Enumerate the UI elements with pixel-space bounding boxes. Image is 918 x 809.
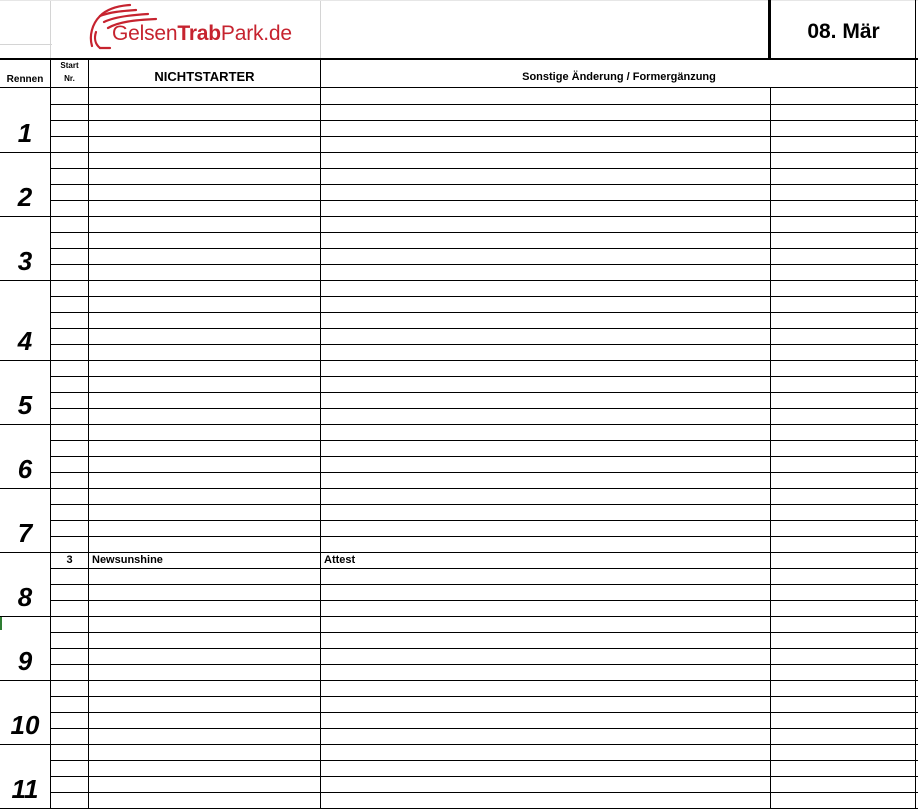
row-line: [50, 600, 918, 601]
race-block-border: [0, 680, 918, 681]
entry-start-nr: 3: [66, 554, 73, 566]
row-line: [50, 408, 918, 409]
row-line: [50, 728, 918, 729]
table-right-border: [915, 0, 916, 808]
row-line: [50, 168, 918, 169]
race-number: 3: [17, 246, 33, 276]
col-header-rennen: Rennen: [6, 74, 44, 85]
race-number: 4: [17, 326, 33, 356]
row-line: [50, 376, 918, 377]
race-block-border: [0, 152, 918, 153]
row-line: [50, 328, 918, 329]
race-number: 1: [17, 118, 33, 148]
row-line: [50, 472, 918, 473]
race-number: 8: [17, 582, 33, 612]
race-block-border: [0, 424, 918, 425]
row-line: [50, 648, 918, 649]
row-line: [50, 200, 918, 201]
race-block-border: [0, 360, 918, 361]
row-line: [50, 536, 918, 537]
row-line: [50, 584, 918, 585]
row-line: [50, 264, 918, 265]
header-row-border: [0, 87, 918, 88]
row-line: [50, 456, 918, 457]
row-line: [50, 232, 918, 233]
row-line: [50, 664, 918, 665]
row-line: [50, 504, 918, 505]
row-line: [50, 136, 918, 137]
race-number: 2: [17, 182, 33, 212]
row-line: [50, 696, 918, 697]
race-number: 9: [17, 646, 33, 676]
race-date: 08. Mär: [807, 20, 880, 43]
race-block-border: [0, 488, 918, 489]
row-line: [50, 520, 918, 521]
row-line: [50, 568, 918, 569]
table-top-border: [0, 58, 918, 60]
entry-horse-name: Newsunshine: [92, 554, 163, 566]
col-header-start: Start: [60, 61, 79, 70]
row-line: [50, 392, 918, 393]
race-number: 5: [17, 390, 33, 420]
cell-cursor-marker: [0, 616, 2, 630]
row-line: [50, 184, 918, 185]
row-line: [50, 792, 918, 793]
row-line: [50, 760, 918, 761]
race-block-border: [0, 216, 918, 217]
race-block-border: [0, 744, 918, 745]
row-line: [50, 312, 918, 313]
row-line: [50, 440, 918, 441]
race-block-border: [0, 552, 918, 553]
row-line: [50, 120, 918, 121]
col-header-sonstige: Sonstige Änderung / Formergänzung: [522, 71, 716, 83]
row-line: [50, 776, 918, 777]
race-number: 11: [11, 774, 39, 804]
race-number: 10: [10, 710, 40, 740]
entry-note: Attest: [324, 554, 356, 566]
col-divider-sonstige: [770, 88, 771, 808]
row-line: [50, 344, 918, 345]
race-number: 7: [17, 518, 33, 548]
row-line: [50, 632, 918, 633]
logo-text: GelsenTrabPark.de: [112, 22, 292, 45]
race-block-border: [0, 616, 918, 617]
row-line: [50, 104, 918, 105]
row-line: [50, 712, 918, 713]
race-block-border: [0, 280, 918, 281]
col-header-nr: Nr.: [64, 74, 75, 83]
row-line: [50, 296, 918, 297]
col-header-nichtstarter: NICHTSTARTER: [154, 69, 255, 84]
race-number: 6: [17, 454, 33, 484]
row-line: [50, 248, 918, 249]
